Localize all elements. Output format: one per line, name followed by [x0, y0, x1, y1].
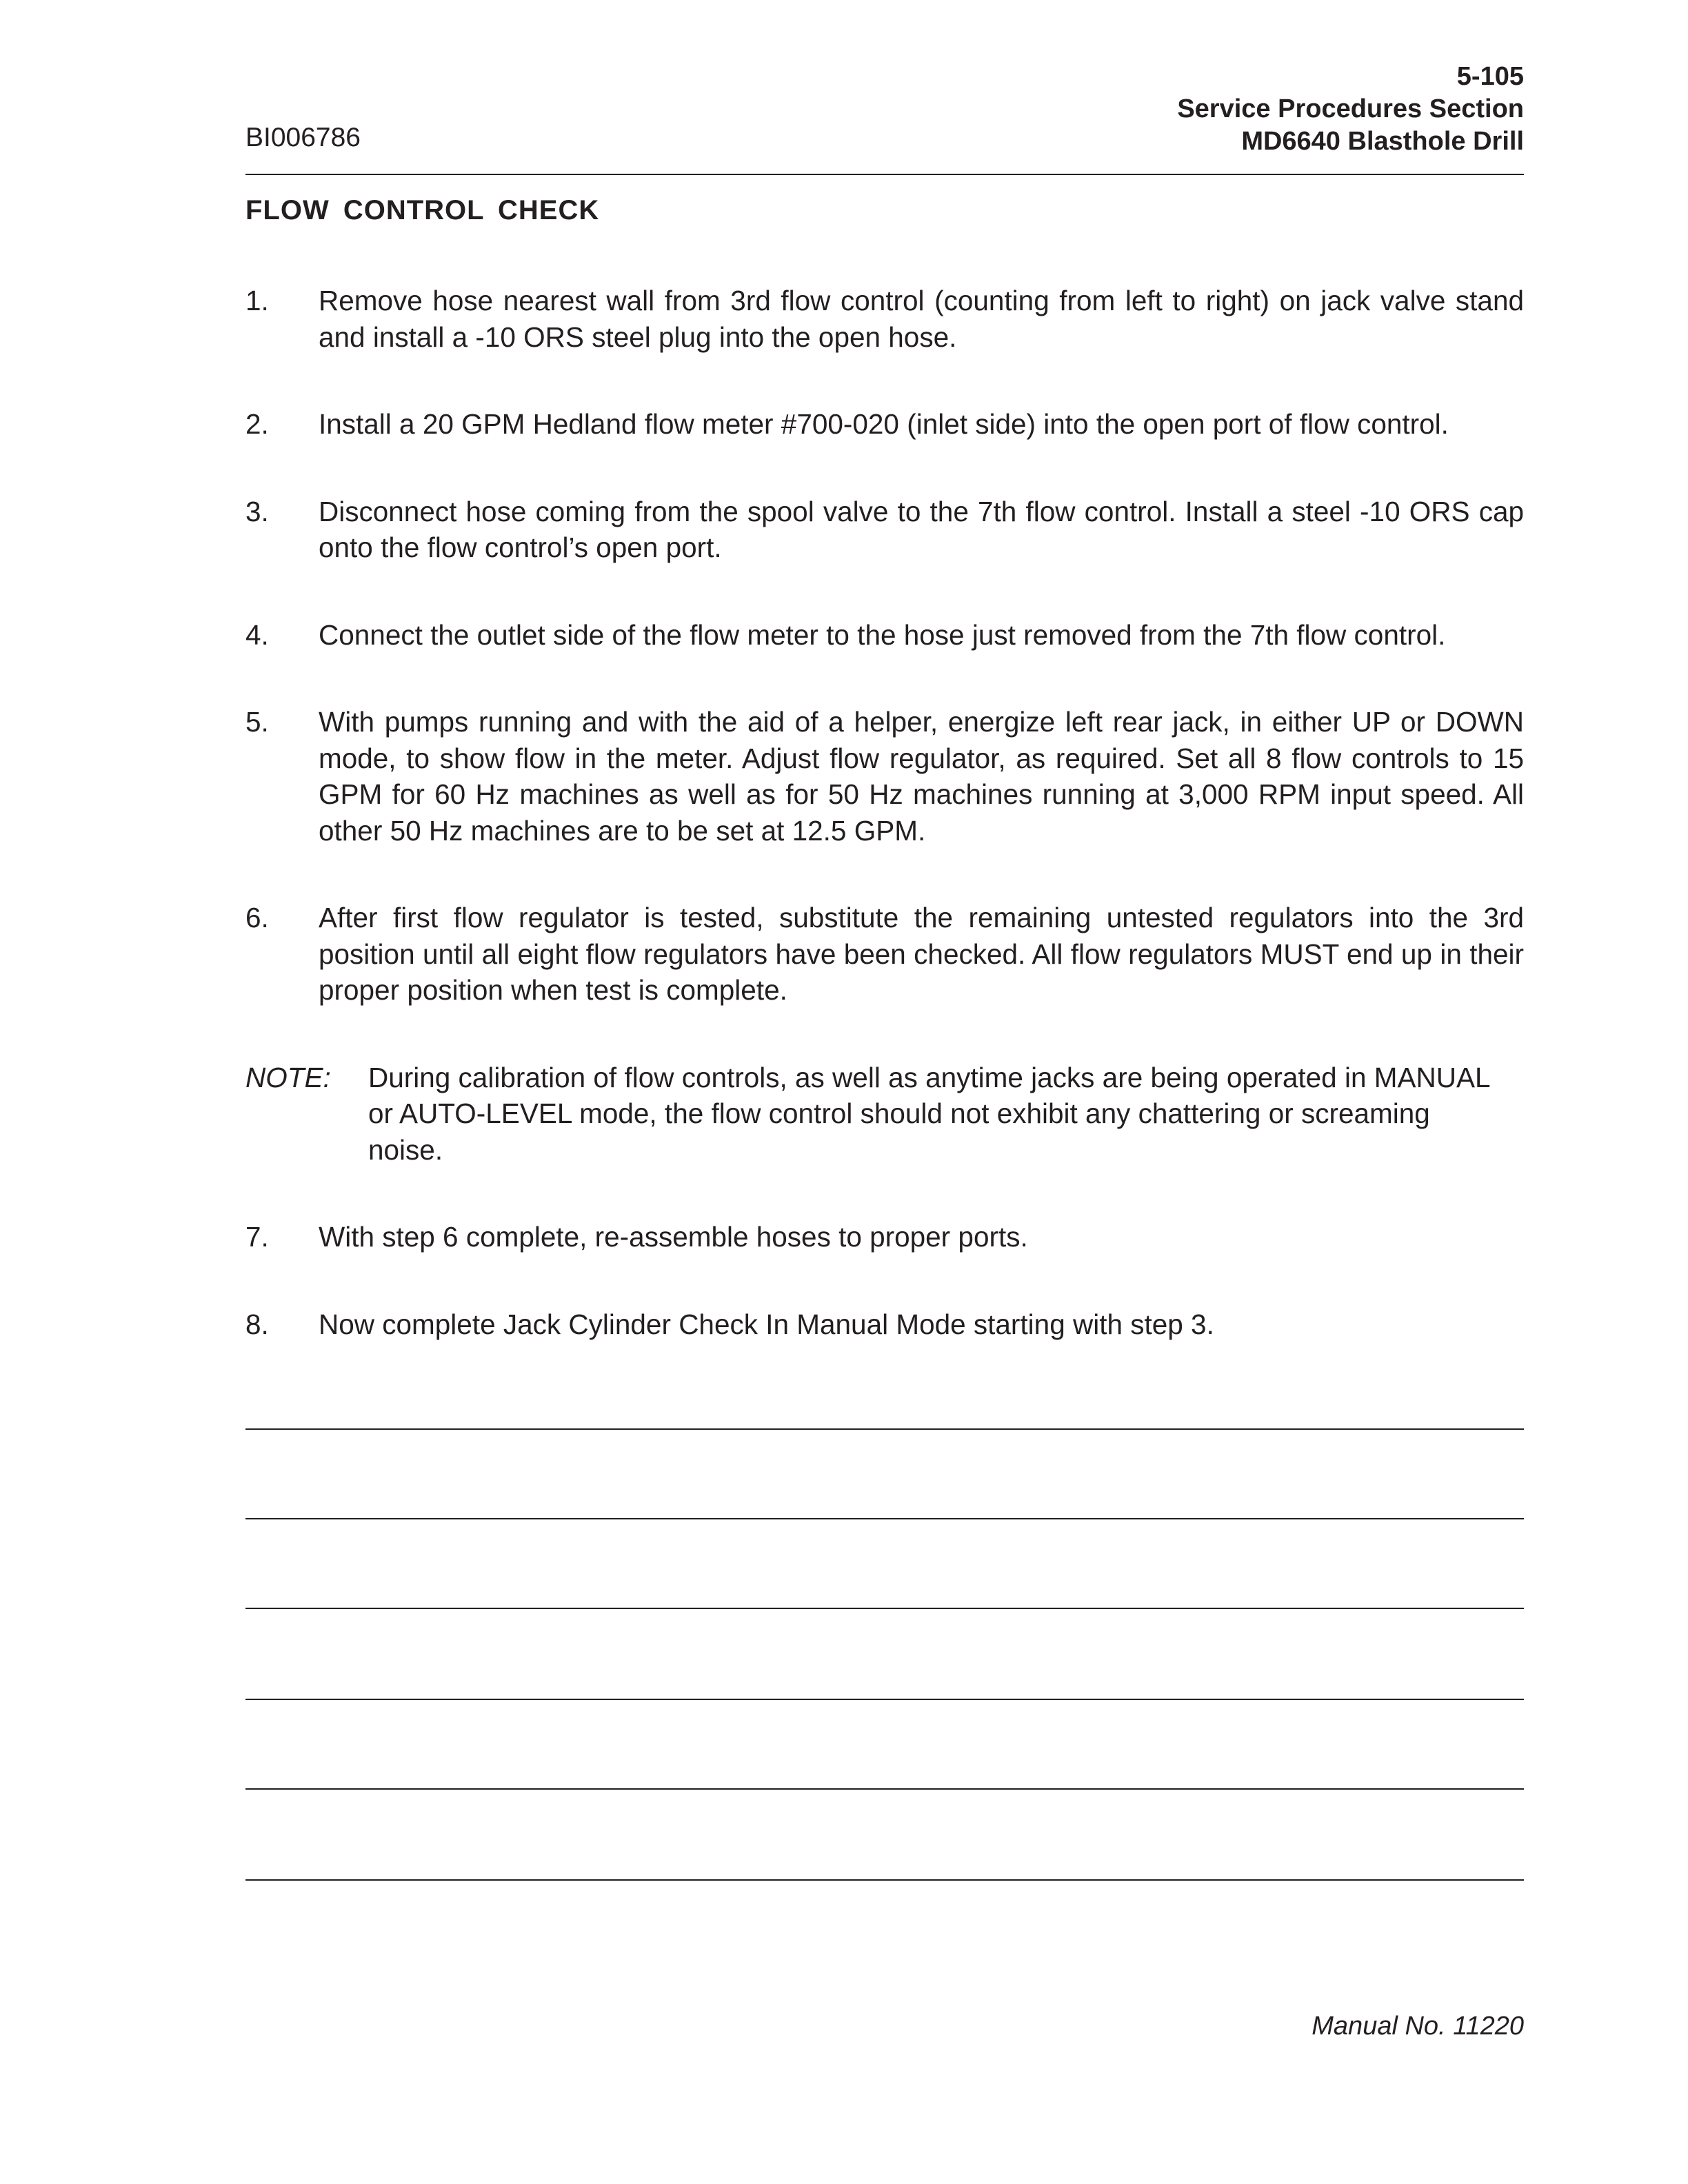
step-text: Now complete Jack Cylinder Check In Manual Mode starting with step 3. — [319, 1308, 1214, 1340]
procedure-steps — [245, 283, 1524, 1393]
note-label: NOTE: — [245, 1061, 331, 1093]
notes-line — [245, 1428, 1524, 1430]
section-name: Service Procedures Section — [1177, 94, 1524, 123]
note-block — [245, 1060, 1524, 1169]
page-title: FLOW CONTROL CHECK — [245, 195, 600, 225]
step-item — [245, 1219, 1524, 1255]
step-text: Remove hose nearest wall from 3rd flow control (counting from left to right) on jack valve stand and install a -10 ORS steel plug into the open hose. — [319, 285, 1524, 353]
step-number: 4. — [245, 618, 269, 651]
note-text: During calibration of flow controls, as well as anytime jacks are being operated in MANUAL or AUTO-LEVEL mode, the flow control should not exhibit any chattering or screaming noise. — [368, 1061, 1490, 1166]
step-item — [245, 494, 1524, 566]
notes-line — [245, 1879, 1524, 1881]
step-text: Install a 20 GPM Hedland flow meter #700-020 (inlet side) into the open port of flow control. — [319, 408, 1449, 440]
step-number: 8. — [245, 1308, 269, 1340]
document-id: BI006786 — [245, 123, 361, 152]
notes-line — [245, 1699, 1524, 1700]
step-text: Connect the outlet side of the flow meter to the hose just removed from the 7th flow control. — [319, 618, 1446, 651]
step-text: With pumps running and with the aid of a helper, energize left rear jack, in either UP or DOWN mode, to show flow in the meter. Adjust flow regulator, as required. Set all 8 flow controls to 15 GPM for 60 Hz machines as well as for 50 Hz machines running at 3,000 RPM input speed. All other 50 Hz machines are to be set at 12.5 GPM. — [319, 706, 1524, 847]
step-number: 2. — [245, 408, 269, 440]
notes-line — [245, 1608, 1524, 1609]
step-number: 5. — [245, 706, 269, 738]
step-item — [245, 1306, 1524, 1343]
page-number: 5-105 — [1456, 62, 1524, 91]
step-text: With step 6 complete, re-assemble hoses to proper ports. — [319, 1221, 1028, 1253]
step-text: After first flow regulator is tested, substitute the remaining untested regulators into the 3rd position until all eight flow regulators have been checked. All flow regulators MUST end up in their proper position when test is complete. — [319, 902, 1524, 1006]
page-header — [1177, 61, 1524, 158]
step-number: 6. — [245, 902, 269, 933]
step-number: 3. — [245, 495, 269, 527]
step-item — [245, 617, 1524, 654]
step-number: 1. — [245, 285, 269, 316]
step-number: 7. — [245, 1221, 269, 1253]
notes-line — [245, 1518, 1524, 1519]
step-item — [245, 900, 1524, 1009]
header-divider — [245, 174, 1524, 175]
step-item — [245, 406, 1524, 443]
step-item — [245, 704, 1524, 849]
step-text: Disconnect hose coming from the spool valve to the 7th flow control. Install a steel -10 ORS cap onto the flow control’s open port. — [319, 495, 1524, 563]
manual-number: Manual No. 11220 — [1312, 2012, 1524, 2041]
notes-line — [245, 1788, 1524, 1790]
step-item — [245, 283, 1524, 355]
product-name: MD6640 Blasthole Drill — [1241, 127, 1524, 156]
